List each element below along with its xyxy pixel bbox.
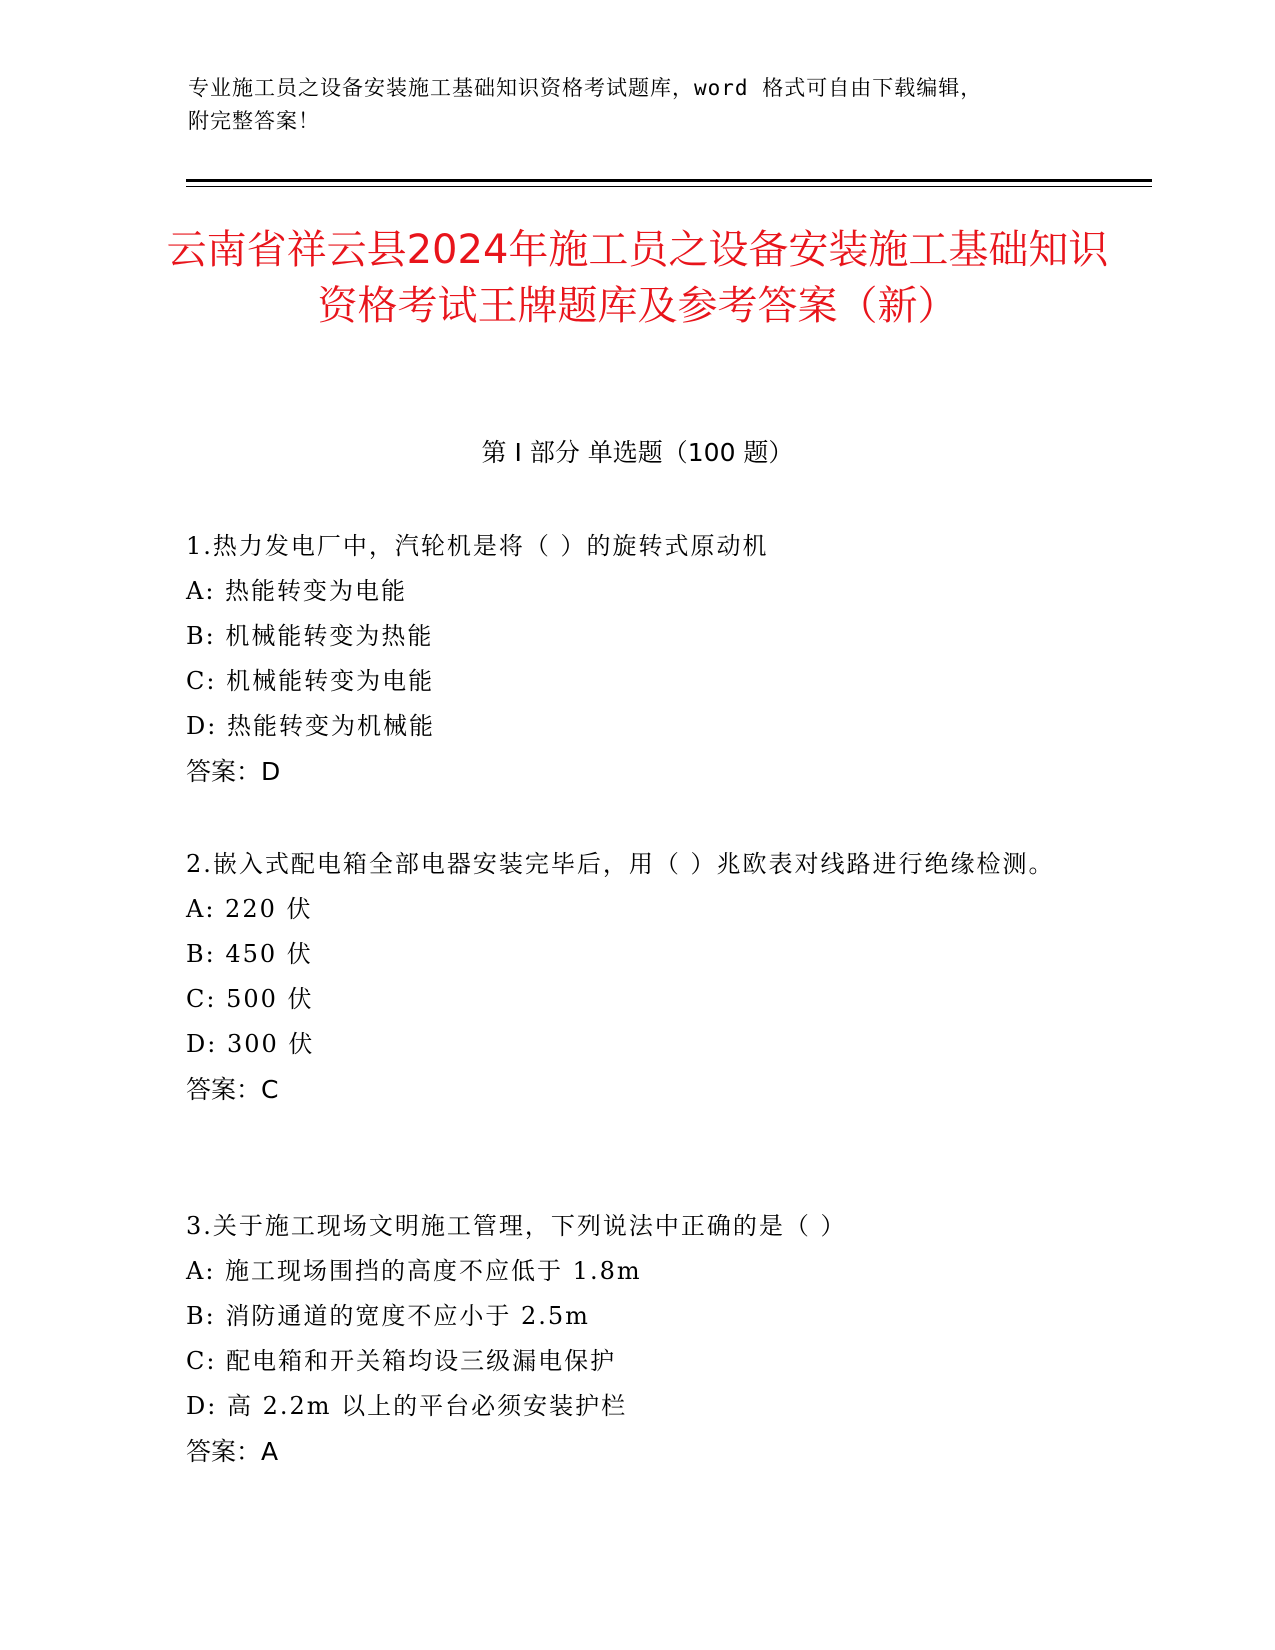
option-a: A: 施工现场围挡的高度不应低于 1.8m [186,1257,642,1285]
question-stem: 2.嵌入式配电箱全部电器安装完毕后，用（ ）兆欧表对线路进行绝缘检测。 [186,850,1055,878]
question-2 [186,842,1086,1112]
question-stem: 1.热力发电厂中，汽轮机是将（ ）的旋转式原动机 [186,532,769,560]
option-b: B: 消防通道的宽度不应小于 2.5m [186,1302,590,1330]
header-note-line-2: 附完整答案！ [188,109,320,133]
option-b: B: 450 伏 [186,940,313,968]
question-stem: 3.关于施工现场文明施工管理，下列说法中正确的是（ ） [186,1212,847,1240]
document-title: 云南省祥云县2024年施工员之设备安装施工基础知识资格考试王牌题库及参考答案（新） [166,227,1109,329]
option-d: D: 热能转变为机械能 [186,712,435,740]
option-c: C: 机械能转变为电能 [186,667,435,695]
header-rule-thin [186,186,1152,187]
answer: 答案：C [186,1075,279,1104]
option-b: B: 机械能转变为热能 [186,622,434,650]
option-a: A: 热能转变为电能 [186,577,408,605]
answer: 答案：D [186,757,281,786]
section-title: 第 I 部分 单选题（100 题） [481,438,794,467]
answer: 答案：A [186,1437,279,1466]
header-note [188,72,1068,138]
header-rule-thick [186,179,1152,182]
option-c: C: 500 伏 [186,985,314,1013]
option-a: A: 220 伏 [186,895,313,923]
header-note-line-1: 专业施工员之设备安装施工基础知识资格考试题库，word 格式可自由下载编辑， [188,76,983,100]
option-d: D: 高 2.2m 以上的平台必须安装护栏 [186,1392,628,1420]
option-c: C: 配电箱和开关箱均设三级漏电保护 [186,1347,617,1375]
question-1 [186,524,1086,794]
question-3 [186,1204,1086,1474]
option-d: D: 300 伏 [186,1030,315,1058]
